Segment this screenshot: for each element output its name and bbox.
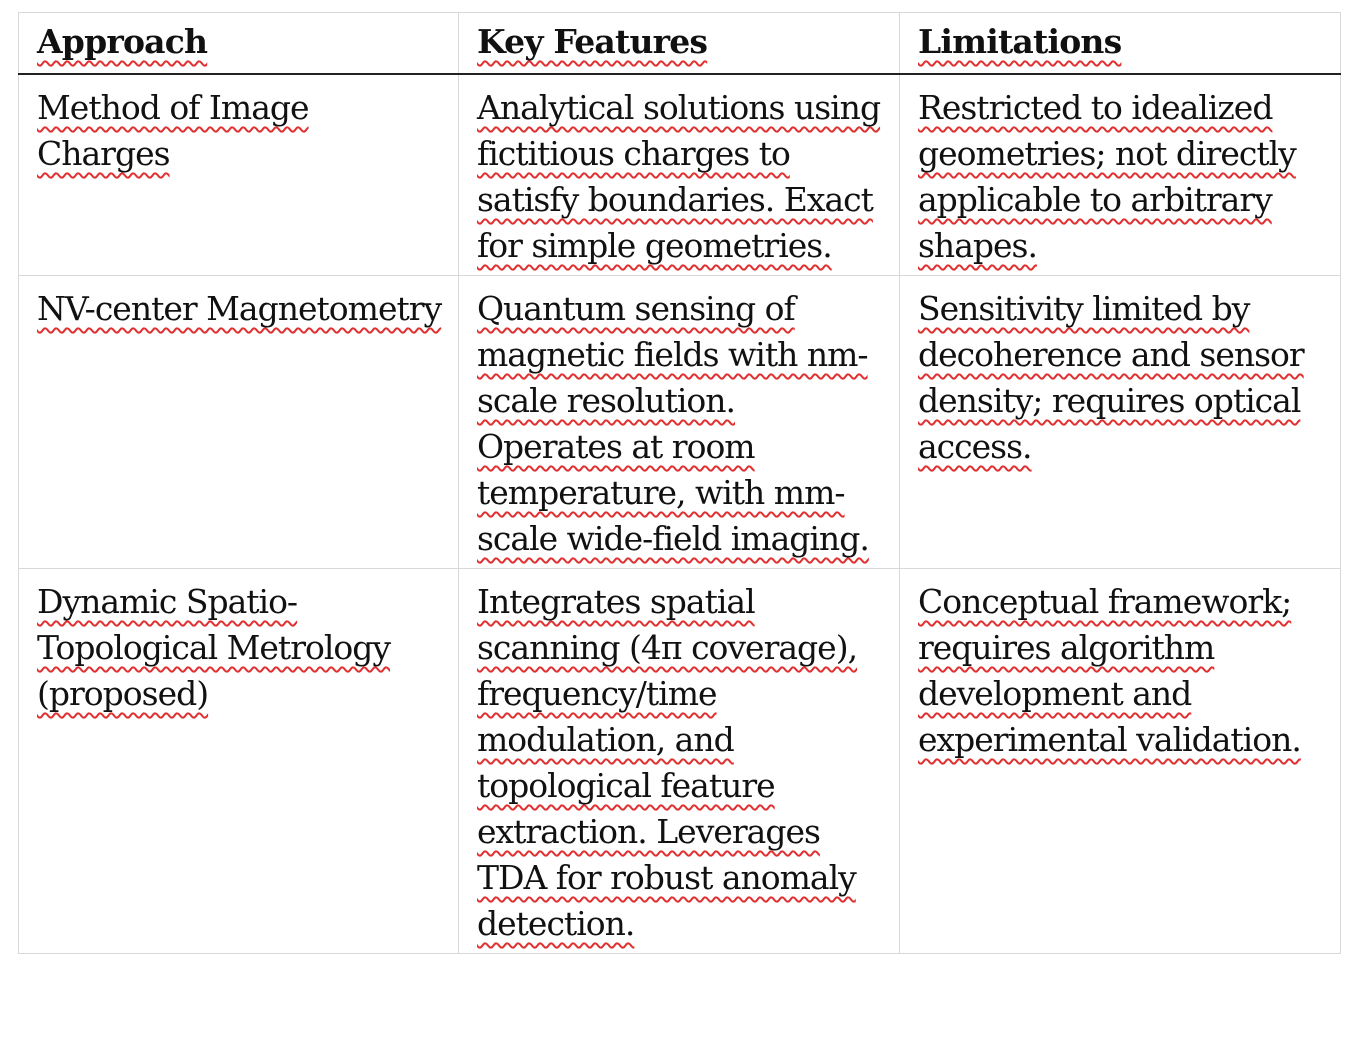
cell-approach: [19, 276, 459, 569]
cell-limitations-text: Restricted to idealized geometries; not directly applicable to arbitrary shapes.: [918, 88, 1296, 265]
cell-approach-text: Method of Image Charges: [37, 88, 309, 173]
table-row: [19, 569, 1341, 954]
header-key-features-text: Key Features: [477, 22, 708, 61]
cell-limitations: [900, 276, 1341, 569]
cell-features-text: Quantum sensing of magnetic fields with nm-scale resolution. Operates at room temperature, with mm-scale wide-field imaging.: [477, 289, 869, 558]
cell-limitations: [900, 74, 1341, 276]
cell-features-text: Integrates spatial scanning (4π coverage), frequency/time modulation, and topological feature extraction. Leverages TDA for robust anomaly detection.: [477, 582, 858, 943]
cell-features: [459, 569, 900, 954]
header-limitations-text: Limitations: [918, 22, 1122, 61]
table-row: [19, 74, 1341, 276]
header-key-features: [459, 13, 900, 75]
cell-approach: [19, 74, 459, 276]
header-limitations: [900, 13, 1341, 75]
cell-limitations-text: Sensitivity limited by decoherence and sensor density; requires optical access.: [918, 289, 1304, 466]
cell-limitations-text: Conceptual framework; requires algorithm development and experimental validation.: [918, 582, 1301, 759]
header-approach-text: Approach: [37, 22, 208, 61]
cell-features: [459, 74, 900, 276]
header-approach: [19, 13, 459, 75]
cell-features: [459, 276, 900, 569]
comparison-table: [18, 12, 1341, 954]
cell-limitations: [900, 569, 1341, 954]
cell-features-text: Analytical solutions using fictitious charges to satisfy boundaries. Exact for simple geometries.: [477, 88, 881, 265]
table-row: [19, 276, 1341, 569]
cell-approach: [19, 569, 459, 954]
header-row: [19, 13, 1341, 75]
cell-approach-text: Dynamic Spatio-Topological Metrology (proposed): [37, 582, 391, 713]
cell-approach-text: NV-center Magnetometry: [37, 289, 442, 328]
